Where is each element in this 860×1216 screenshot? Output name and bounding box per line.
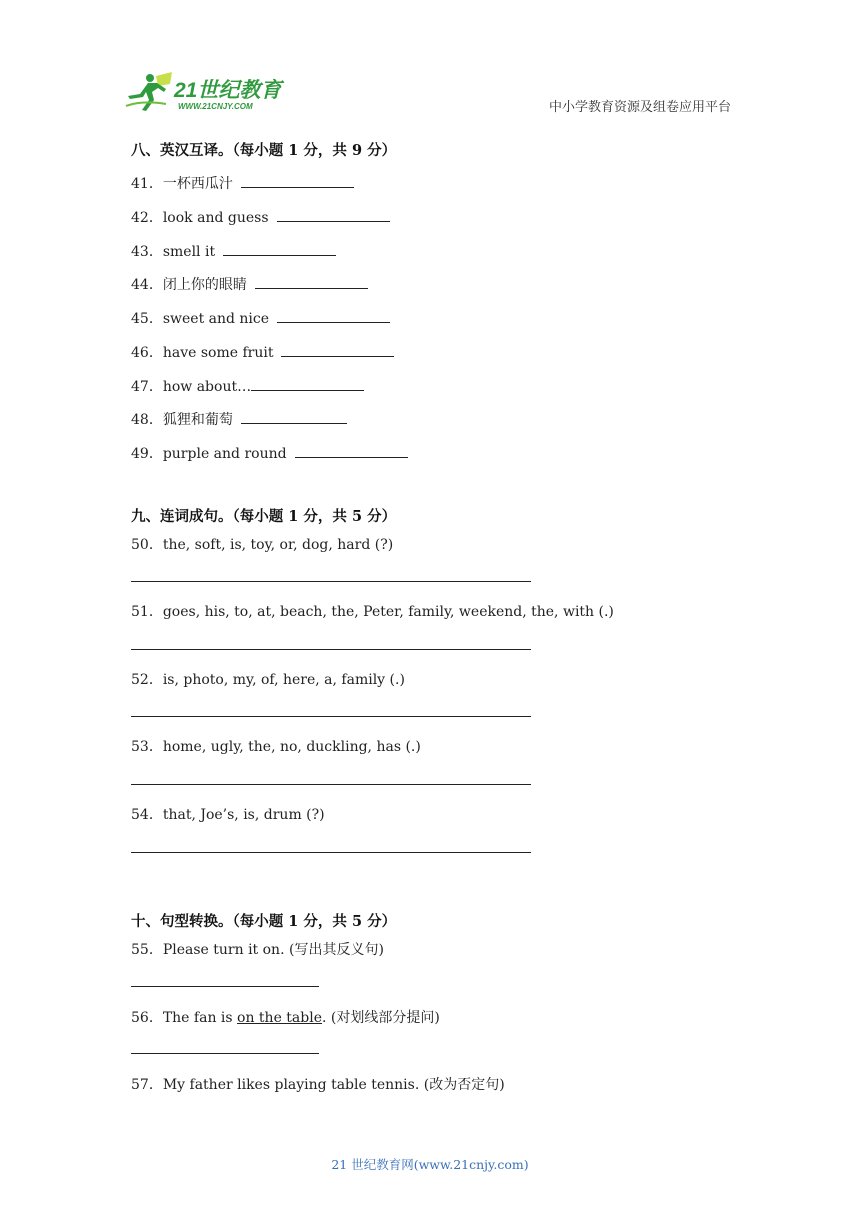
answer-line[interactable] [131, 649, 531, 650]
page-footer[interactable]: 21 世纪教育网(www.21cnjy.com) [331, 1157, 529, 1172]
answer-line[interactable] [131, 716, 531, 717]
answer-blank[interactable] [281, 344, 394, 357]
answer-line[interactable] [131, 852, 531, 853]
question-42: 42．look and guess [131, 207, 390, 227]
underlined-phrase: on the table [237, 1010, 323, 1026]
section-8-title: 八、英汉互译。（每小题 1 分，共 9 分） [131, 142, 397, 159]
question-44: 44．闭上你的眼睛 [131, 274, 368, 294]
answer-line[interactable] [131, 581, 531, 582]
site-logo [122, 70, 292, 114]
logo-text: 21世纪教育 [174, 79, 282, 102]
section-9-title: 九、连词成句。（每小题 1 分，共 5 分） [131, 508, 397, 525]
answer-blank[interactable] [251, 378, 364, 391]
answer-blank[interactable] [255, 276, 368, 289]
question-47: 47．how about… [131, 376, 364, 396]
answer-blank[interactable] [223, 243, 336, 256]
question-46: 46．have some fruit [131, 342, 394, 362]
answer-blank[interactable] [277, 310, 390, 323]
answer-blank[interactable] [241, 175, 354, 188]
question-55: 55．Please turn it on. (写出其反义句) [131, 942, 384, 958]
answer-line[interactable] [131, 1053, 319, 1054]
question-54: 54．that, Joe’s, is, drum (?) [131, 807, 325, 823]
answer-blank[interactable] [241, 411, 347, 424]
answer-blank[interactable] [295, 445, 408, 458]
question-53: 53．home, ugly, the, no, duckling, has (.) [131, 739, 421, 755]
question-52: 52．is, photo, my, of, here, a, family (.) [131, 672, 405, 688]
logo-url: WWW.21CNJY.COM [178, 102, 253, 111]
answer-line[interactable] [131, 784, 531, 785]
answer-line[interactable] [131, 986, 319, 987]
answer-blank[interactable] [277, 209, 390, 222]
runner-logo-icon [122, 70, 292, 114]
question-51: 51．goes, his, to, at, beach, the, Peter, family, weekend, the, with (.) [131, 604, 614, 620]
section-10-title: 十、句型转换。（每小题 1 分，共 5 分） [131, 913, 397, 930]
question-56: 56．The fan is on the table. (对划线部分提问) [131, 1010, 440, 1026]
platform-title: 中小学教育资源及组卷应用平台 [549, 100, 732, 115]
question-41: 41．一杯西瓜汁 [131, 173, 354, 193]
question-50: 50．the, soft, is, toy, or, dog, hard (?) [131, 537, 394, 553]
question-45: 45．sweet and nice [131, 308, 390, 328]
question-57: 57．My father likes playing table tennis. (改为否定句) [131, 1077, 505, 1093]
question-49: 49．purple and round [131, 443, 408, 463]
question-48: 48．狐狸和葡萄 [131, 409, 347, 429]
question-43: 43．smell it [131, 241, 336, 261]
